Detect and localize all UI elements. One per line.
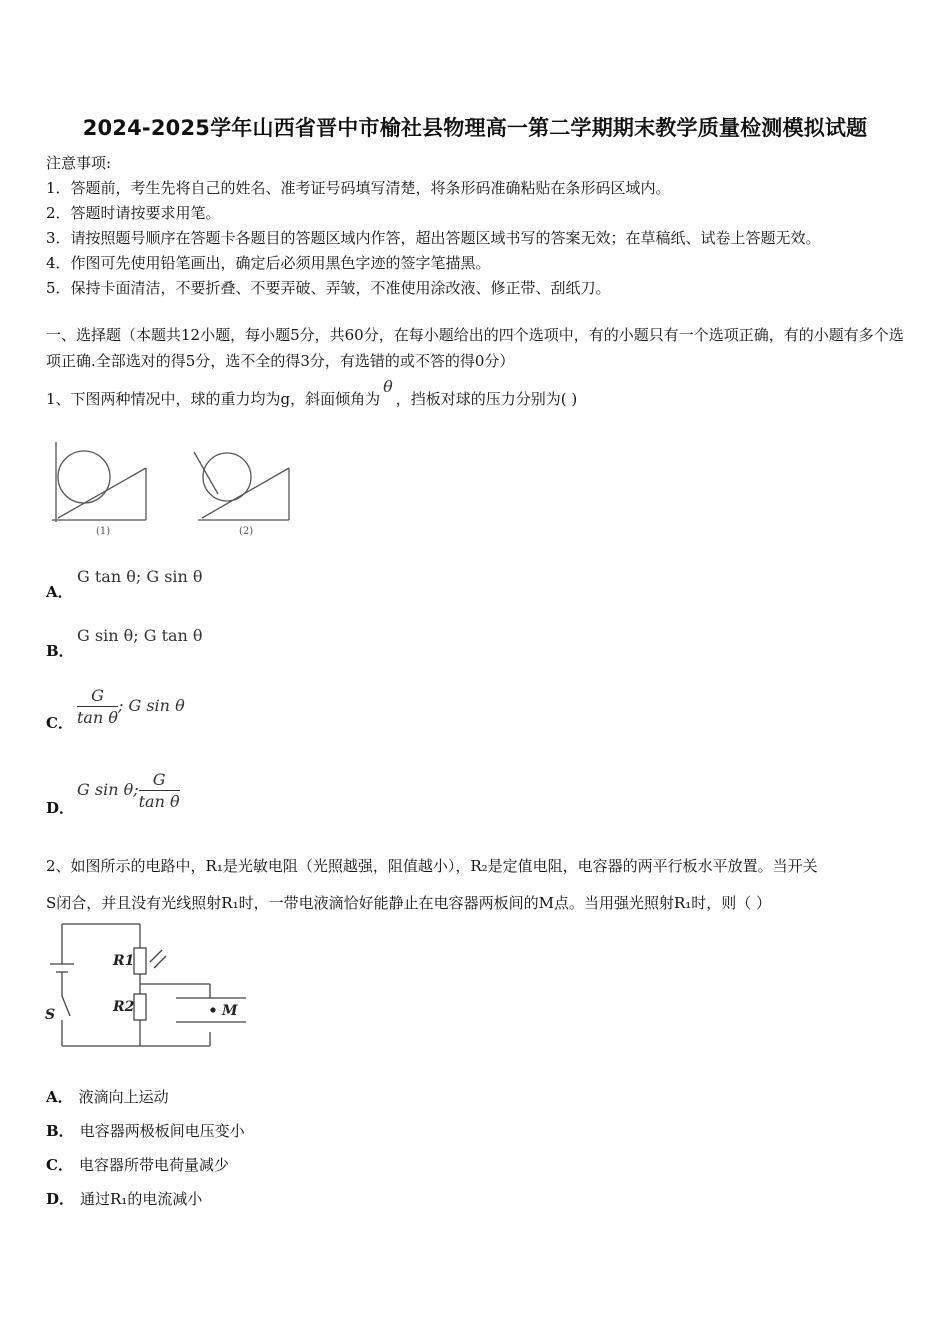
q1-stem-before: 1、下图两种情况中，球的重力均为g，斜面倾角为 xyxy=(46,390,381,408)
q2-option-b: B． 电容器两极板间电压变小 xyxy=(46,1122,245,1140)
q1-option-c-letter: C． xyxy=(46,714,73,732)
q1-option-a-expr: G tan θ; G sin θ xyxy=(77,567,203,586)
notice-heading: 注意事项: xyxy=(46,154,112,172)
q1-option-b-letter: B． xyxy=(46,642,74,660)
q1-stem-after: ，挡板对球的压力分别为( ) xyxy=(395,390,578,408)
q2-option-d: D． 通过R₁的电流减小 xyxy=(46,1190,203,1208)
r2-resistor xyxy=(134,994,146,1020)
q1-option-d-pre: G sin θ; xyxy=(77,780,139,799)
q1-option-a-letter: A． xyxy=(46,583,73,601)
q1-option-d-den: tan θ xyxy=(138,792,180,811)
q1-theta: θ xyxy=(383,377,393,396)
notice-item: 4．作图可先使用铅笔画出，确定后必须用黑色字迹的签字笔描黑。 xyxy=(46,254,491,272)
fig1-ball xyxy=(58,451,110,503)
q2-stem-line2: S闭合，并且没有光线照射R₁时，一带电液滴恰好能静止在电容器两板间的M点。当用强光照射R₁时，则（ ） xyxy=(46,894,772,912)
switch-blade xyxy=(62,996,70,1016)
section-heading: 一、选择题（本题共12小题，每小题5分，共60分，在每小题给出的四个选项中，有的小题只有一个选项正确，有的小题有多个选项正确.全部选对的得5分，选不全的得3分，有选错的或不答的得0分） xyxy=(46,326,904,370)
r1-label: R1 xyxy=(113,953,135,969)
fig2-label: (2) xyxy=(239,526,254,537)
q1-option-c-rest: ; G sin θ xyxy=(118,696,185,715)
q1-stem xyxy=(46,377,578,409)
notice-item: 1．答题前，考生先将自己的姓名、准考证号码填写清楚，将条形码准确粘贴在条形码区域内。 xyxy=(46,179,671,197)
q1-option-b-expr: G sin θ; G tan θ xyxy=(77,626,203,645)
light-arrow-icon xyxy=(150,950,162,962)
q1-option-c-num: G xyxy=(77,686,118,707)
q1-option-d-num: G xyxy=(139,770,180,791)
q1-figure xyxy=(46,430,306,542)
q2-option-a: A． 液滴向上运动 xyxy=(46,1088,169,1106)
switch-label: S xyxy=(45,1007,56,1023)
r1-resistor xyxy=(134,948,146,974)
q1-option-c-expr xyxy=(77,686,185,727)
notice-item: 2．答题时请按要求用笔。 xyxy=(46,204,221,222)
q1-option-d-letter: D． xyxy=(46,799,75,817)
notice-item: 5．保持卡面清洁，不要折叠、不要弄破、弄皱，不准使用涂改液、修正带、刮纸刀。 xyxy=(46,279,611,297)
fig2-ball xyxy=(203,453,251,501)
q1-option-d-expr xyxy=(77,770,180,811)
fig1-incline xyxy=(58,468,146,518)
notice-item: 3．请按照题号顺序在答题卡各题目的答题区域内作答，超出答题区域书写的答案无效；在草稿纸、试卷上答题无效。 xyxy=(46,229,821,247)
droplet-m xyxy=(210,1007,215,1012)
m-label: M xyxy=(222,1003,238,1019)
fig1-label: (1) xyxy=(96,526,111,537)
q1-option-c-den: tan θ xyxy=(77,708,118,727)
r2-label: R2 xyxy=(113,999,135,1015)
exam-title: 2024-2025学年山西省晋中市榆社县物理高一第二学期期末教学质量检测模拟试题 xyxy=(82,116,868,140)
q2-option-c: C． 电容器所带电荷量减少 xyxy=(46,1156,229,1174)
q2-circuit-figure xyxy=(40,918,255,1053)
q2-stem-line1: 2、如图所示的电路中，R₁是光敏电阻（光照越强，阻值越小），R₂是定值电阻，电容器的两平行板水平放置。当开关 xyxy=(46,857,818,875)
